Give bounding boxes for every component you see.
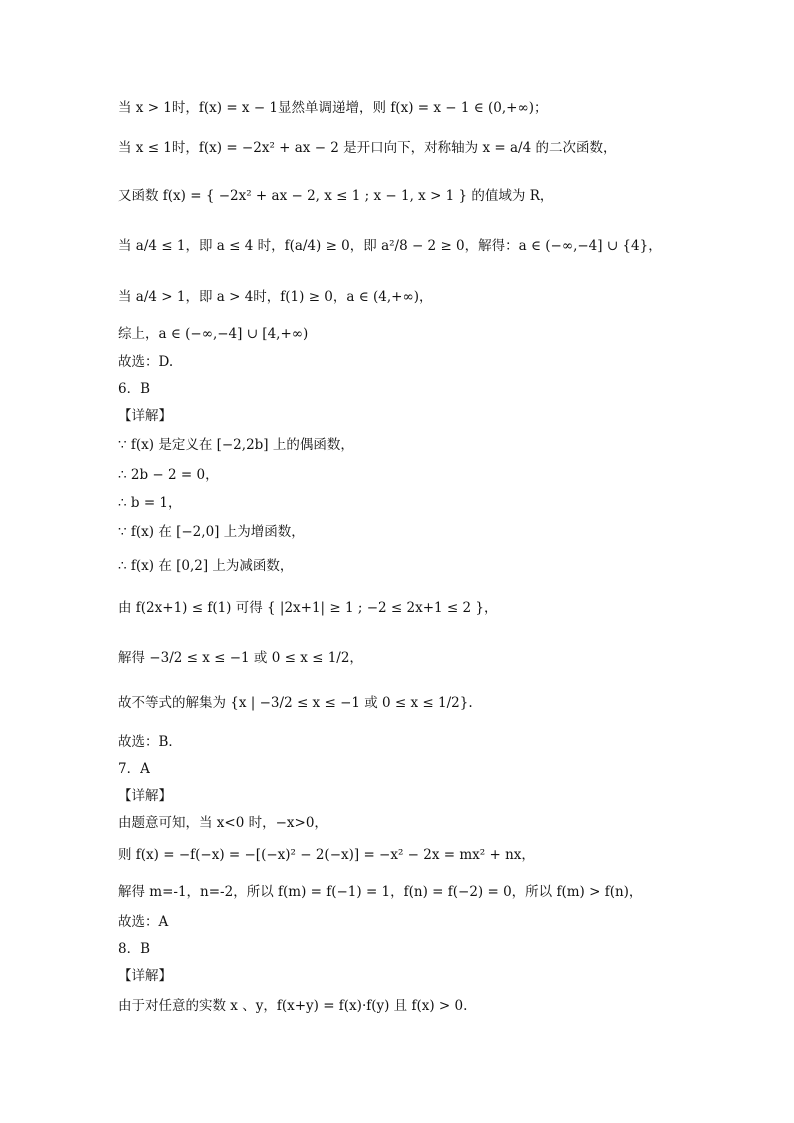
text-line: 当 x ≤ 1时，f(x) = −2x² + ax − 2 是开口向下，对称轴为 x = a/4 的二次函数， [118,140,617,156]
text-line: 由题意可知，当 x<0 时，−x>0， [118,815,328,831]
text-line: ∵ f(x) 在 [−2,0] 上为增函数， [118,524,305,540]
text-line: ∴ f(x) 在 [0,2] 上为减函数， [118,558,294,574]
section-heading: 【详解】 [118,408,172,424]
text-line: 当 x > 1时，f(x) = x − 1显然单调递增，则 f(x) = x − 1 ∈ (0,+∞)； [118,100,548,116]
text-line: 则 f(x) = −f(−x) = −[(−x)² − 2(−x)] = −x² − 2x = mx² + nx， [118,847,535,863]
section-heading: 【详解】 [118,968,172,984]
question-number: 7．A [118,761,150,777]
text-line: 故不等式的解集为 {x | −3/2 ≤ x ≤ −1 或 0 ≤ x ≤ 1/2}. [118,695,473,711]
text-line: 解得 −3/2 ≤ x ≤ −1 或 0 ≤ x ≤ 1/2， [118,650,363,666]
text-line: 故选：D. [118,354,174,370]
text-line: 故选：A [118,914,169,930]
text-line: 当 a/4 > 1，即 a > 4时，f(1) ≥ 0，a ∈ (4,+∞)， [118,289,433,305]
question-number: 8．B [118,941,151,957]
text-line: 解得 m=-1，n=-2，所以 f(m) = f(−1) = 1，f(n) = f(−2) = 0，所以 f(m) > f(n)， [118,884,643,900]
text-line: 综上，a ∈ (−∞,−4] ∪ [4,+∞) [118,326,309,342]
text-line: 由 f(2x+1) ≤ f(1) 可得 { |2x+1| ≥ 1 ; −2 ≤ 2x+1 ≤ 2 }， [118,600,498,616]
text-line: 故选：B． [118,734,182,750]
text-line: 又函数 f(x) = { −2x² + ax − 2, x ≤ 1 ; x − 1, x > 1 } 的值域为 R， [118,188,554,204]
text-line: ∴ 2b − 2 = 0， [118,467,219,483]
text-line: 当 a/4 ≤ 1，即 a ≤ 4 时，f(a/4) ≥ 0，即 a²/8 − 2 ≥ 0，解得：a ∈ (−∞,−4] ∪ {4}， [118,238,662,254]
text-line: ∴ b = 1， [118,495,182,511]
question-number: 6．B [118,381,151,397]
section-heading: 【详解】 [118,788,172,804]
text-line: 由于对任意的实数 x 、y，f(x+y) = f(x)·f(y) 且 f(x) > 0. [118,998,468,1014]
text-line: ∵ f(x) 是定义在 [−2,2b] 上的偶函数， [118,437,354,453]
